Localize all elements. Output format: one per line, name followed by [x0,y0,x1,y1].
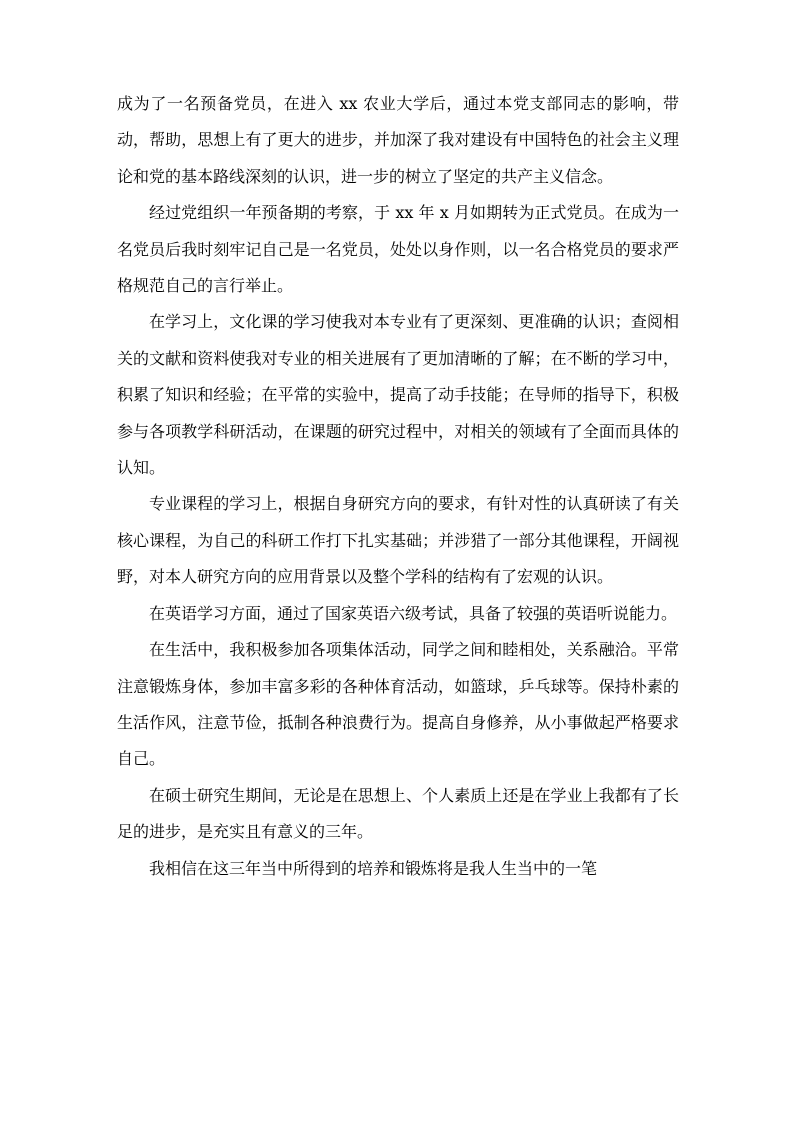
paragraph-7: 在硕士研究生期间，无论是在思想上、个人素质上还是在学业上我都有了长足的进步，是充实且有意义的三年。 [117,785,679,842]
paragraph-4: 专业课程的学习上，根据自身研究方向的要求，有针对性的认真研读了有关核心课程，为自己的科研工作打下扎实基础；并涉猎了一部分其他课程，开阔视野，对本人研究方向的应用背景以及整个学科的结构有了宏观的认识。 [117,494,679,587]
paragraph-1: 成为了一名预备党员，在进入 xx 农业大学后，通过本党支部同志的影响，带动，帮助，思想上有了更大的进步，并加深了我对建设有中国特色的社会主义理论和党的基本路线深刻的认识，进一步的树立了坚定的共产主义信念。 [117,94,679,186]
paragraph-8: 我相信在这三年当中所得到的培养和锻炼将是我人生当中的一笔 [149,858,598,878]
paragraph-3: 在学习上，文化课的学习使我对本专业有了更深刻、更准确的认识；查阅相关的文献和资料使我对专业的相关进展有了更加清晰的了解；在不断的学习中，积累了知识和经验；在平常的实验中，提高了动手技能；在导师的指导下，积极参与各项教学科研活动，在课题的研究过程中，对相关的领域有了全面而具体的认知。 [117,312,679,478]
paragraph-6: 在生活中，我积极参加各项集体活动，同学之间和睦相处，关系融洽。平常注意锻炼身体，参加丰富多彩的各种体育活动，如篮球，乒乓球等。保持朴素的生活作风，注意节俭，抵制各种浪费行为。提高自身修养，从小事做起严格要求自己。 [117,640,679,769]
paragraph-5: 在英语学习方面，通过了国家英语六级考试，具备了较强的英语听说能力。 [149,603,678,623]
document-body [117,86,679,887]
paragraph-2: 经过党组织一年预备期的考察，于 xx 年 x 月如期转为正式党员。在成为一名党员后我时刻牢记自己是一名党员，处处以身作则，以一名合格党员的要求严格规范自己的言行举止。 [117,203,679,296]
